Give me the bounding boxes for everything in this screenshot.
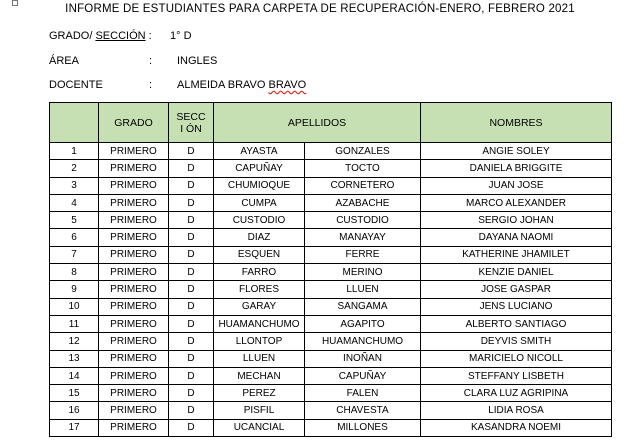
cell-apellido-paterno: FLORES (214, 281, 305, 298)
cell-seccion: D (169, 212, 214, 229)
table-row (50, 194, 612, 211)
cell-apellido-paterno: DIAZ (214, 229, 305, 246)
grado-value: 1° D (170, 30, 192, 42)
cell-grado: PRIMERO (99, 385, 169, 402)
header-number (50, 103, 99, 143)
cell-seccion: D (169, 367, 214, 384)
cell-apellido-materno: AGAPITO (305, 315, 421, 332)
cell-nombres: KASANDRA NOEMI (421, 419, 612, 436)
cell-seccion: D (169, 194, 214, 211)
table-row (50, 385, 612, 402)
cell-number: 11 (50, 315, 99, 332)
table-body (50, 143, 612, 437)
cell-grado: PRIMERO (99, 315, 169, 332)
cell-apellido-materno: SANGAMA (305, 298, 421, 315)
cell-grado: PRIMERO (99, 194, 169, 211)
cell-grado: PRIMERO (99, 229, 169, 246)
table-row (50, 367, 612, 384)
cell-nombres: MARCO ALEXANDER (421, 194, 612, 211)
area-label: ÁREA (49, 55, 79, 67)
cell-seccion: D (169, 402, 214, 419)
grado-label: GRADO/ SECCIÓN : (49, 30, 152, 42)
cell-nombres: STEFFANY LISBETH (421, 367, 612, 384)
docente-label: DOCENTE (49, 79, 103, 91)
seccion-label: SECCIÓN (95, 30, 146, 42)
docente-colon: : (149, 79, 153, 91)
cell-seccion: D (169, 419, 214, 436)
cell-number: 2 (50, 160, 99, 177)
cell-seccion: D (169, 160, 214, 177)
cell-nombres: ANGIE SOLEY (421, 143, 612, 160)
table-row (50, 177, 612, 194)
cell-seccion: D (169, 229, 214, 246)
cell-number: 10 (50, 298, 99, 315)
cell-seccion: D (169, 177, 214, 194)
cell-apellido-materno: MERINO (305, 264, 421, 281)
cell-number: 15 (50, 385, 99, 402)
cell-nombres: KATHERINE JHAMILET (421, 246, 612, 263)
cell-grado: PRIMERO (99, 264, 169, 281)
cell-apellido-paterno: LLONTOP (214, 333, 305, 350)
cell-nombres: DEYVIS SMITH (421, 333, 612, 350)
area-value: INGLES (177, 55, 218, 67)
cell-apellido-paterno: AYASTA (214, 143, 305, 160)
cell-nombres: DAYANA NAOMI (421, 229, 612, 246)
cell-apellido-paterno: MECHAN (214, 367, 305, 384)
table-row (50, 246, 612, 263)
cell-apellido-materno: HUAMANCHUMO (305, 333, 421, 350)
table-row (50, 143, 612, 160)
cell-grado: PRIMERO (99, 367, 169, 384)
cell-seccion: D (169, 246, 214, 263)
cell-number: 6 (50, 229, 99, 246)
cell-apellido-paterno: CHUMIOQUE (214, 177, 305, 194)
header-grado: GRADO (99, 103, 169, 143)
cell-seccion: D (169, 298, 214, 315)
area-colon: : (149, 55, 153, 67)
table-row (50, 298, 612, 315)
table-row (50, 229, 612, 246)
cell-nombres: KENZIE DANIEL (421, 264, 612, 281)
table-row (50, 212, 612, 229)
table-row (50, 350, 612, 367)
cell-apellido-paterno: CUSTODIO (214, 212, 305, 229)
cell-seccion: D (169, 333, 214, 350)
cell-grado: PRIMERO (99, 333, 169, 350)
cell-apellido-materno: CHAVESTA (305, 402, 421, 419)
cell-apellido-paterno: GARAY (214, 298, 305, 315)
cell-number: 13 (50, 350, 99, 367)
cell-nombres: ALBERTO SANTIAGO (421, 315, 612, 332)
grado-line (49, 30, 349, 44)
cell-seccion: D (169, 315, 214, 332)
cell-apellido-paterno: UCANCIAL (214, 419, 305, 436)
cell-number: 14 (50, 367, 99, 384)
cell-apellido-paterno: PISFIL (214, 402, 305, 419)
cell-nombres: JENS LUCIANO (421, 298, 612, 315)
table-row (50, 315, 612, 332)
cell-number: 16 (50, 402, 99, 419)
cell-apellido-materno: TOCTO (305, 160, 421, 177)
table-row (50, 160, 612, 177)
cell-grado: PRIMERO (99, 177, 169, 194)
cell-grado: PRIMERO (99, 298, 169, 315)
area-line (49, 55, 349, 69)
docente-misspelled-word: BRAVO (268, 79, 307, 91)
cell-apellido-materno: AZABACHE (305, 194, 421, 211)
docente-value: ALMEIDA BRAVO BRAVO (177, 79, 307, 91)
cell-apellido-paterno: FARRO (214, 264, 305, 281)
cell-apellido-materno: FALEN (305, 385, 421, 402)
cell-nombres: JUAN JOSE (421, 177, 612, 194)
cell-apellido-materno: MILLONES (305, 419, 421, 436)
cell-apellido-materno: CORNETERO (305, 177, 421, 194)
header-seccion-text: SECCI ÓN (176, 110, 206, 135)
table-row (50, 419, 612, 436)
cell-apellido-paterno: ESQUEN (214, 246, 305, 263)
cell-grado: PRIMERO (99, 281, 169, 298)
cell-apellido-paterno: PEREZ (214, 385, 305, 402)
cell-apellido-materno: GONZALES (305, 143, 421, 160)
header-seccion (169, 103, 214, 143)
cell-grado: PRIMERO (99, 419, 169, 436)
table-row (50, 281, 612, 298)
docente-line (49, 79, 369, 93)
cell-number: 5 (50, 212, 99, 229)
cell-nombres: JOSE GASPAR (421, 281, 612, 298)
cell-number: 1 (50, 143, 99, 160)
cell-grado: PRIMERO (99, 246, 169, 263)
cell-apellido-materno: FERRE (305, 246, 421, 263)
cell-apellido-materno: LLUEN (305, 281, 421, 298)
cell-number: 12 (50, 333, 99, 350)
cell-number: 9 (50, 281, 99, 298)
cell-seccion: D (169, 350, 214, 367)
cell-number: 4 (50, 194, 99, 211)
cell-apellido-materno: INOÑAN (305, 350, 421, 367)
cell-grado: PRIMERO (99, 402, 169, 419)
grado-colon: : (145, 30, 152, 42)
cell-nombres: MARICIELO NICOLL (421, 350, 612, 367)
cell-apellido-materno: MANAYAY (305, 229, 421, 246)
cell-seccion: D (169, 264, 214, 281)
students-table (49, 102, 612, 437)
header-apellidos: APELLIDOS (214, 103, 421, 143)
cell-nombres: LIDIA ROSA (421, 402, 612, 419)
cell-apellido-paterno: HUAMANCHUMO (214, 315, 305, 332)
cell-number: 8 (50, 264, 99, 281)
cell-grado: PRIMERO (99, 350, 169, 367)
cell-nombres: CLARA LUZ AGRIPINA (421, 385, 612, 402)
cell-apellido-materno: CAPUÑAY (305, 367, 421, 384)
cell-nombres: DANIELA BRIGGITE (421, 160, 612, 177)
cell-grado: PRIMERO (99, 160, 169, 177)
table-row (50, 333, 612, 350)
cell-seccion: D (169, 143, 214, 160)
cell-apellido-materno: CUSTODIO (305, 212, 421, 229)
cell-nombres: SERGIO JOHAN (421, 212, 612, 229)
cell-grado: PRIMERO (99, 212, 169, 229)
table-row (50, 402, 612, 419)
cell-number: 17 (50, 419, 99, 436)
cell-seccion: D (169, 385, 214, 402)
cell-apellido-paterno: CAPUÑAY (214, 160, 305, 177)
table-header-row (50, 103, 612, 143)
cell-number: 3 (50, 177, 99, 194)
cell-grado: PRIMERO (99, 143, 169, 160)
header-nombres: NOMBRES (421, 103, 612, 143)
cell-seccion: D (169, 281, 214, 298)
table-row (50, 264, 612, 281)
document-title: INFORME DE ESTUDIANTES PARA CARPETA DE RECUPERACIÓN-ENERO, FEBRERO 2021 (65, 3, 575, 15)
cell-apellido-paterno: CUMPA (214, 194, 305, 211)
cell-number: 7 (50, 246, 99, 263)
cell-apellido-paterno: LLUEN (214, 350, 305, 367)
